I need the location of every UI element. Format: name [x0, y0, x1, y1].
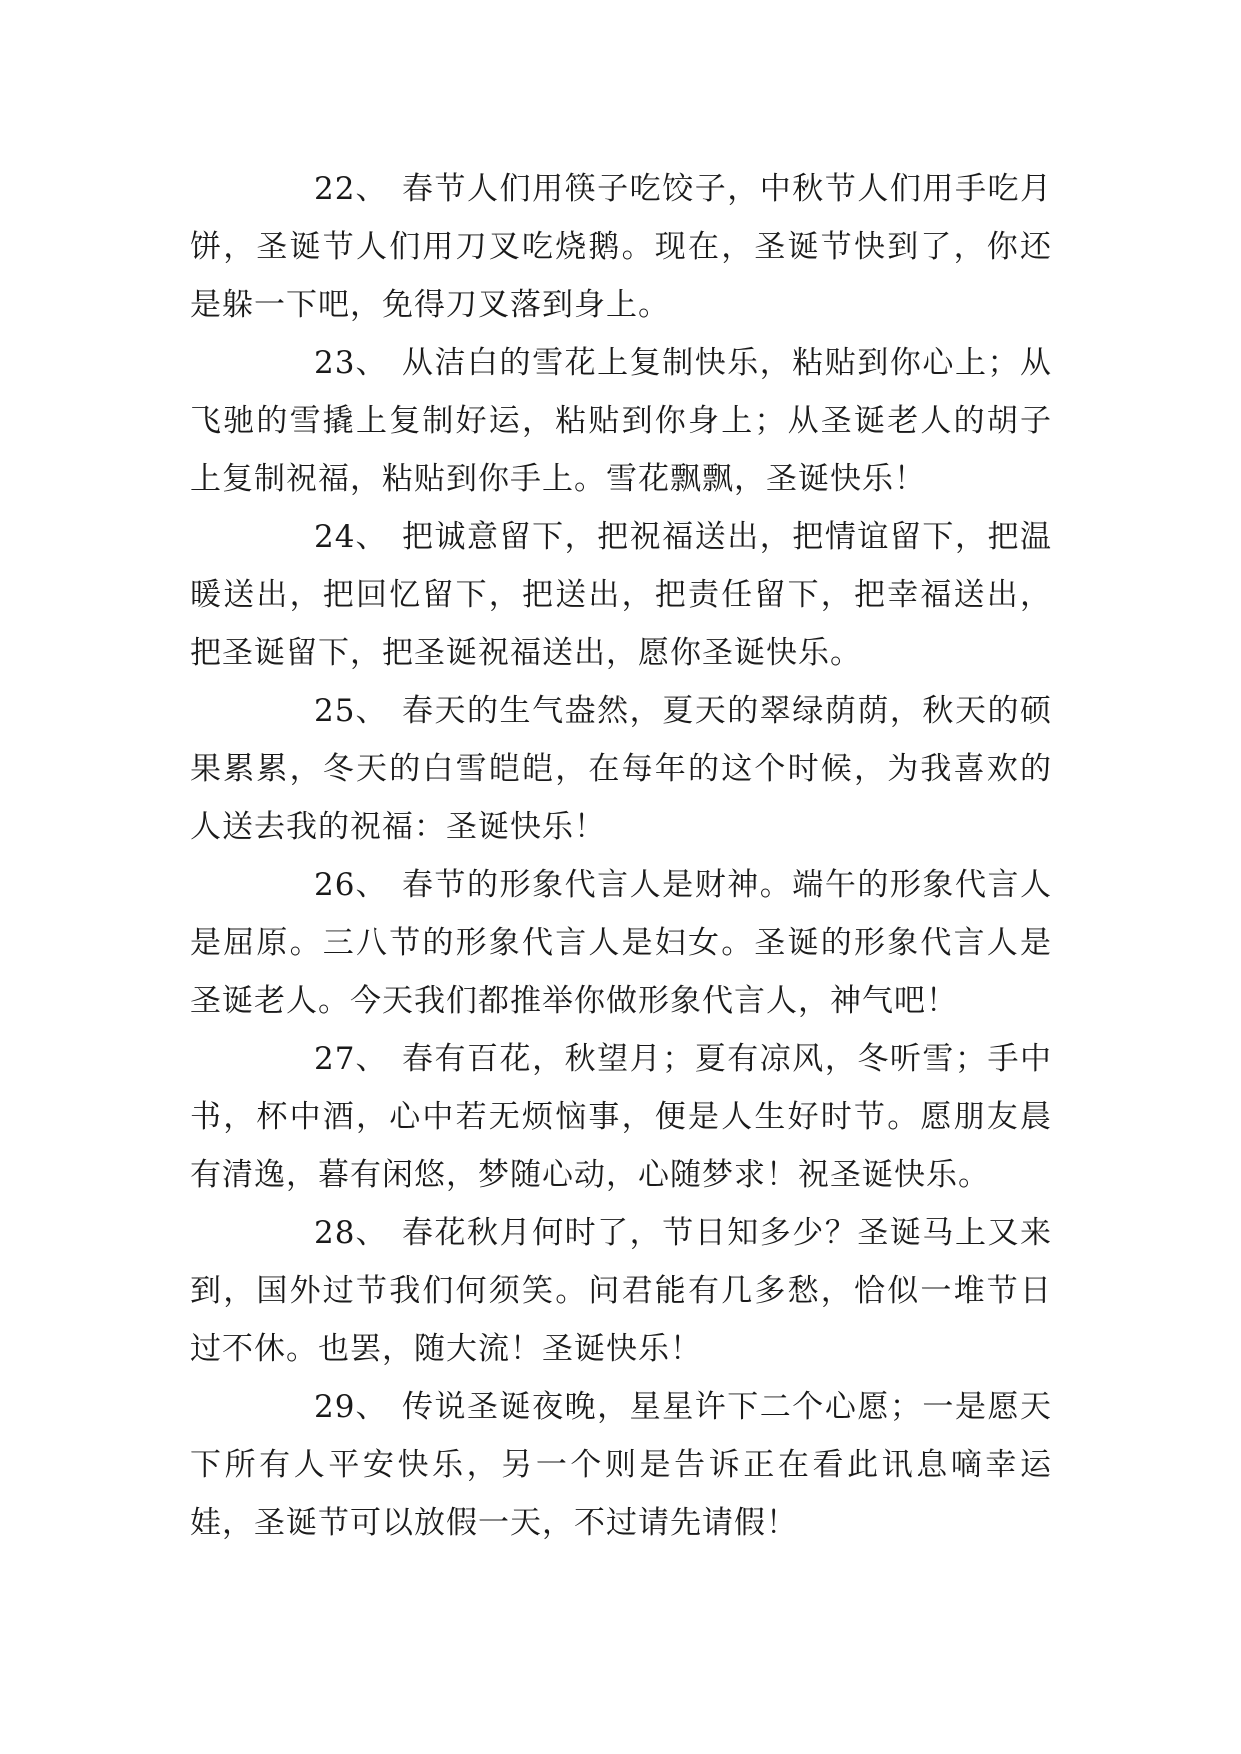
paragraph-text: 春节的形象代言人是财神。端午的形象代言人是屈原。三八节的形象代言人是妇女。圣诞的形象代言人是圣诞老人。今天我们都推举你做形象代言人，神气吧！ — [190, 867, 1052, 1019]
paragraph-number: 28、 — [314, 1215, 388, 1251]
paragraph-number: 27、 — [314, 1041, 388, 1077]
paragraph-22 — [190, 160, 1052, 334]
paragraph-number: 23、 — [314, 345, 388, 381]
paragraph-28 — [190, 1204, 1052, 1378]
paragraph-text: 从洁白的雪花上复制快乐，粘贴到你心上；从飞驰的雪撬上复制好运，粘贴到你身上；从圣诞老人的胡子上复制祝福，粘贴到你手上。雪花飘飘，圣诞快乐！ — [190, 345, 1052, 497]
paragraph-text: 春天的生气盎然，夏天的翠绿荫荫，秋天的硕果累累，冬天的白雪皑皑，在每年的这个时候，为我喜欢的人送去我的祝福：圣诞快乐！ — [190, 693, 1052, 845]
paragraph-text: 传说圣诞夜晚，星星许下二个心愿；一是愿天下所有人平安快乐，另一个则是告诉正在看此讯息嘀幸运娃，圣诞节可以放假一天，不过请先请假！ — [190, 1389, 1052, 1541]
paragraph-number: 25、 — [314, 693, 388, 729]
paragraph-number: 22、 — [314, 171, 388, 207]
paragraph-23 — [190, 334, 1052, 508]
paragraph-24 — [190, 508, 1052, 682]
paragraph-27 — [190, 1030, 1052, 1204]
paragraph-26 — [190, 856, 1052, 1030]
paragraph-text: 春节人们用筷子吃饺子，中秋节人们用手吃月饼，圣诞节人们用刀叉吃烧鹅。现在，圣诞节快到了，你还是躲一下吧，免得刀叉落到身上。 — [190, 171, 1052, 323]
paragraph-text: 春有百花，秋望月；夏有凉风，冬听雪；手中书，杯中酒，心中若无烦恼事，便是人生好时节。愿朋友晨有清逸，暮有闲悠，梦随心动，心随梦求！祝圣诞快乐。 — [190, 1041, 1052, 1193]
paragraph-text: 春花秋月何时了，节日知多少？圣诞马上又来到，国外过节我们何须笑。问君能有几多愁，恰似一堆节日过不休。也罢，随大流！圣诞快乐！ — [190, 1215, 1052, 1367]
document-body — [190, 160, 1052, 1552]
paragraph-text: 把诚意留下，把祝福送出，把情谊留下，把温暖送出，把回忆留下，把送出，把责任留下，把幸福送出，把圣诞留下，把圣诞祝福送出，愿你圣诞快乐。 — [190, 519, 1052, 671]
paragraph-29 — [190, 1378, 1052, 1552]
paragraph-number: 29、 — [314, 1389, 388, 1425]
paragraph-number: 26、 — [314, 867, 388, 903]
paragraph-number: 24、 — [314, 519, 388, 555]
paragraph-25 — [190, 682, 1052, 856]
